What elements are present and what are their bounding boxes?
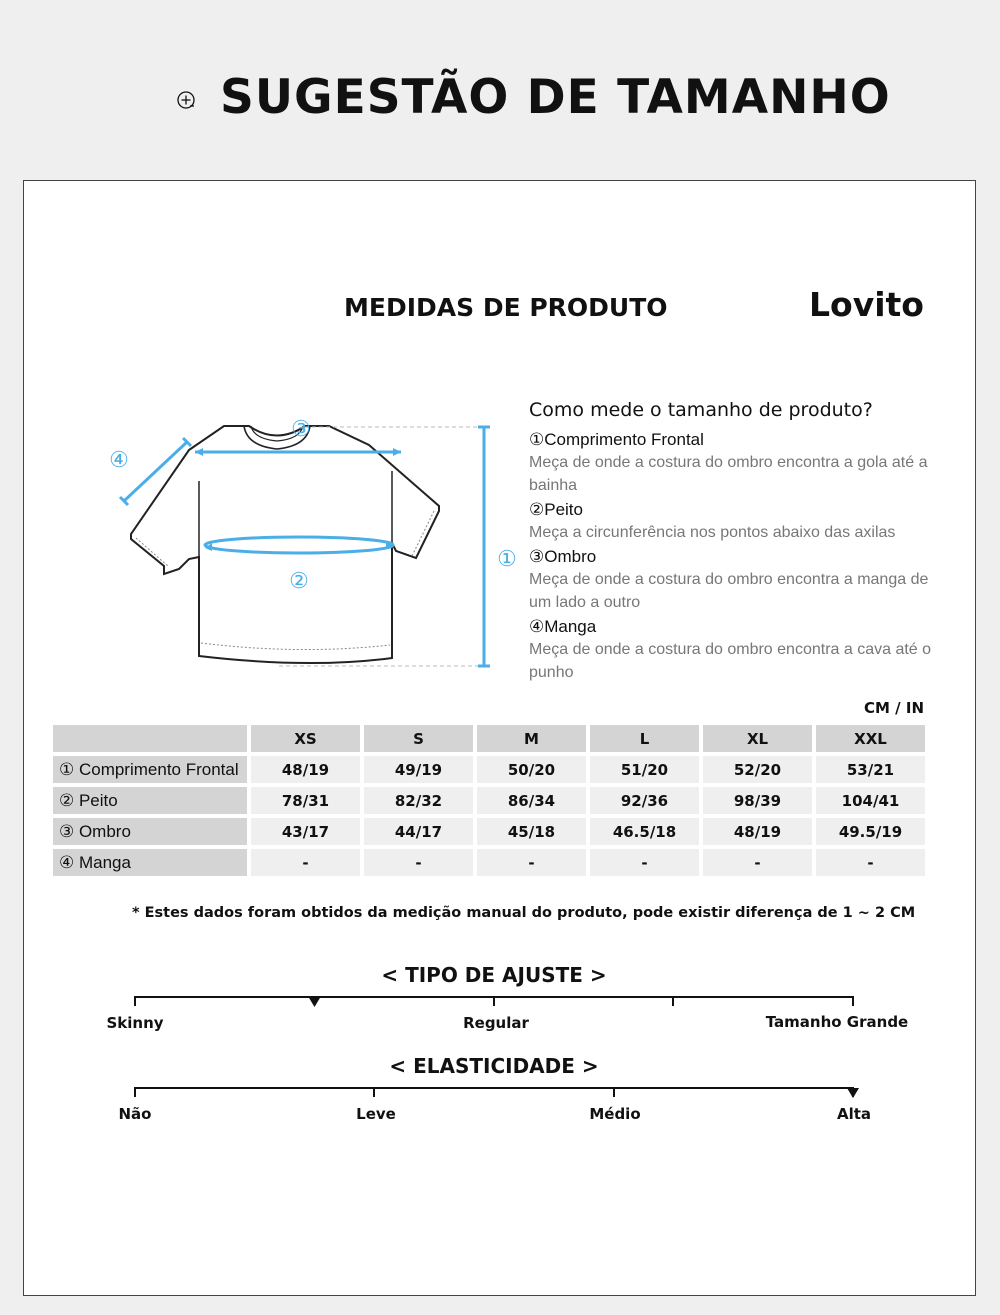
table-cell: 78/31	[251, 787, 360, 814]
how-to-measure	[529, 399, 949, 684]
measure-label-chest: ②Peito	[529, 500, 583, 519]
table-cell: -	[251, 849, 360, 876]
table-cell: 49/19	[364, 756, 473, 783]
fit-type-marker	[309, 997, 321, 1007]
row-label: ④ Manga	[53, 849, 247, 876]
fit-type-title: < TIPO DE AJUSTE >	[381, 963, 607, 987]
table-row	[53, 756, 925, 783]
table-cell: 50/20	[477, 756, 586, 783]
elasticity-label-medium: Médio	[589, 1105, 641, 1123]
measure-label-length: ①Comprimento Frontal	[529, 430, 704, 449]
elasticity-label-high: Alta	[836, 1105, 872, 1123]
card-title: MEDIDAS DE PRODUTO	[344, 293, 668, 322]
table-cell: 98/39	[703, 787, 812, 814]
page-title: SUGESTÃO DE TAMANHO	[220, 70, 891, 125]
tshirt-diagram	[79, 411, 517, 681]
table-cell: 82/32	[364, 787, 473, 814]
size-header: XXL	[816, 725, 925, 752]
size-table	[49, 721, 929, 880]
table-cell: 52/20	[703, 756, 812, 783]
unit-label: CM / IN	[864, 699, 924, 717]
elasticity-title: < ELASTICIDADE >	[389, 1054, 599, 1078]
table-cell: 44/17	[364, 818, 473, 845]
table-header-row	[53, 725, 925, 752]
size-header: XS	[251, 725, 360, 752]
measure-label-shoulder: ③Ombro	[529, 547, 597, 566]
table-cell: 49.5/19	[816, 818, 925, 845]
measure-desc-sleeve: Meça de onde a costura do ombro encontra a cava até o punho	[529, 641, 932, 681]
elasticity-marker	[847, 1088, 859, 1098]
elasticity-scale	[124, 1082, 864, 1102]
table-cell: -	[477, 849, 586, 876]
table-row	[53, 818, 925, 845]
marker-length: ①	[497, 546, 517, 571]
table-cell: 45/18	[477, 818, 586, 845]
fit-label-regular: Regular	[463, 1014, 529, 1032]
row-label: ② Peito	[53, 787, 247, 814]
elasticity-label-light: Leve	[356, 1105, 396, 1123]
brand-logo: Lovito	[809, 285, 924, 324]
table-row	[53, 849, 925, 876]
table-cell: -	[590, 849, 699, 876]
table-row	[53, 787, 925, 814]
row-label: ③ Ombro	[53, 818, 247, 845]
size-header: M	[477, 725, 586, 752]
fit-label-skinny: Skinny	[106, 1014, 164, 1032]
measure-desc-length: Meça de onde a costura do ombro encontra a gola até a bainha	[529, 454, 928, 494]
measure-desc-chest: Meça a circunferência nos pontos abaixo das axilas	[529, 524, 896, 541]
table-cell: 86/34	[477, 787, 586, 814]
marker-shoulder: ③	[291, 416, 311, 441]
row-label: ① Comprimento Frontal	[53, 756, 247, 783]
table-cell: -	[364, 849, 473, 876]
table-cell: 48/19	[703, 818, 812, 845]
size-header: XL	[703, 725, 812, 752]
table-cell: 104/41	[816, 787, 925, 814]
table-header-blank	[53, 725, 247, 752]
table-cell: 51/20	[590, 756, 699, 783]
size-header: S	[364, 725, 473, 752]
page-header	[0, 0, 1000, 180]
fit-type-scale	[124, 991, 864, 1011]
measure-label-sleeve: ④Manga	[529, 617, 597, 636]
size-guide-card	[23, 180, 976, 1296]
plus-circle-icon	[176, 90, 196, 110]
measure-desc-shoulder: Meça de onde a costura do ombro encontra a manga de um lado a outro	[529, 571, 929, 611]
marker-sleeve: ④	[109, 447, 129, 472]
table-cell: -	[703, 849, 812, 876]
size-header: L	[590, 725, 699, 752]
table-cell: 53/21	[816, 756, 925, 783]
table-cell: 48/19	[251, 756, 360, 783]
table-cell: 92/36	[590, 787, 699, 814]
how-to-title: Como mede o tamanho de produto?	[529, 399, 873, 421]
fit-label-large: Tamanho Grande	[765, 1013, 909, 1031]
table-cell: -	[816, 849, 925, 876]
table-cell: 46.5/18	[590, 818, 699, 845]
table-cell: 43/17	[251, 818, 360, 845]
elasticity-label-none: Não	[118, 1105, 152, 1123]
marker-chest: ②	[289, 568, 309, 593]
measurement-note: * Estes dados foram obtidos da medição manual do produto, pode existir diferença de 1 ~ 2 CM	[132, 905, 916, 921]
